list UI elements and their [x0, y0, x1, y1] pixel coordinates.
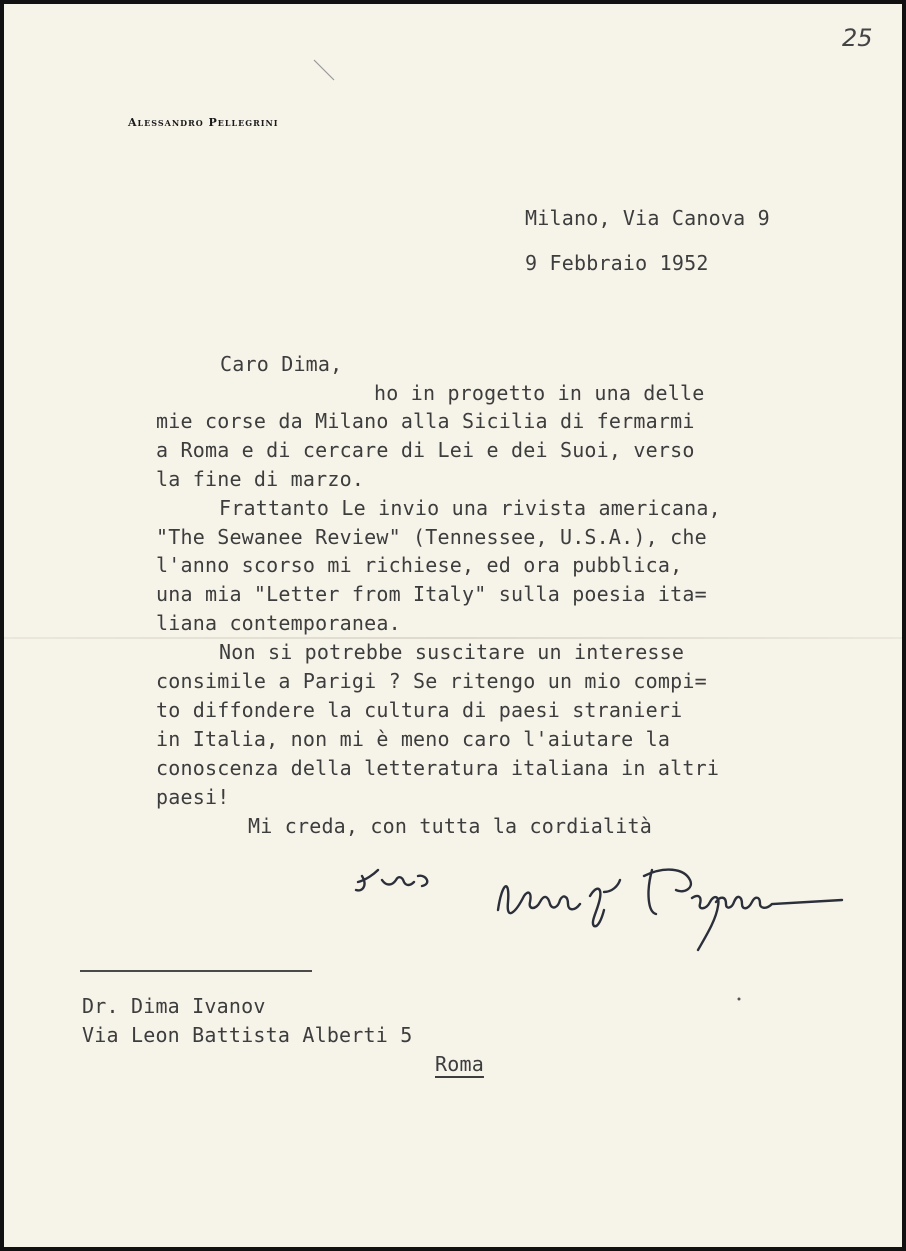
- body-line: paesi!: [156, 785, 230, 809]
- sender-address: Milano, Via Canova 9: [525, 206, 770, 230]
- body-line: in Italia, non mi è meno caro l'aiutare la: [156, 727, 671, 751]
- body-line: una mia "Letter from Italy" sulla poesia ita=: [156, 582, 707, 606]
- page-number: 25: [842, 24, 873, 52]
- letterhead-name: Alessandro Pellegrini: [128, 116, 279, 129]
- recipient-street: Via Leon Battista Alberti 5: [82, 1023, 413, 1047]
- body-line: liana contemporanea.: [156, 611, 401, 635]
- body-line: l'anno scorso mi richiese, ed ora pubblica,: [156, 553, 683, 577]
- body-line: la fine di marzo.: [156, 467, 365, 491]
- letter-date: 9 Febbraio 1952: [525, 251, 709, 275]
- ink-speck: [736, 996, 742, 1002]
- salutation: Caro Dima,: [220, 352, 343, 376]
- body-line: a Roma e di cercare di Lei e dei Suoi, verso: [156, 438, 695, 462]
- letter-page: [4, 4, 902, 1247]
- body-line: ho in progetto in una delle: [374, 381, 705, 405]
- body-line: Non si potrebbe suscitare un interesse: [219, 640, 685, 664]
- recipient-name: Dr. Dima Ivanov: [82, 994, 266, 1018]
- separator-rule: [80, 970, 312, 972]
- body-line: conoscenza della letteratura italiana in altri: [156, 756, 720, 780]
- closing-line: Mi creda, con tutta la cordialità: [248, 814, 652, 838]
- handwritten-signature: [352, 852, 852, 952]
- body-line: Frattanto Le invio una rivista americana,: [219, 496, 721, 520]
- paper-fold-line: [4, 637, 902, 639]
- body-line: to diffondere la cultura di paesi stranieri: [156, 698, 683, 722]
- body-line: "The Sewanee Review" (Tennessee, U.S.A.), che: [156, 525, 707, 549]
- pencil-stroke-mark: [310, 56, 340, 86]
- body-line: mie corse da Milano alla Sicilia di fermarmi: [156, 409, 695, 433]
- recipient-city: Roma: [435, 1052, 484, 1076]
- body-line: consimile a Parigi ? Se ritengo un mio compi=: [156, 669, 707, 693]
